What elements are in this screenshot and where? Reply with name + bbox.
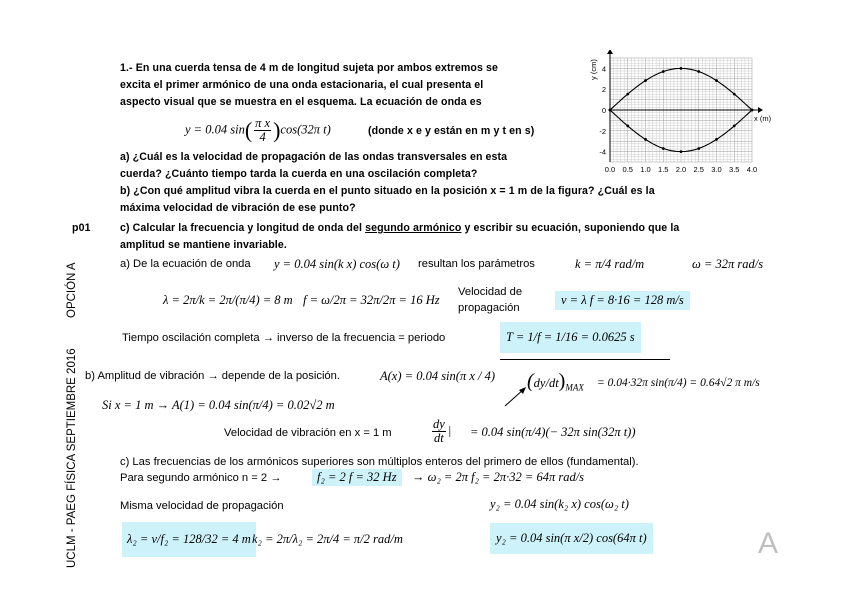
qc-text-a: c) Calcular la frecuencia y longitud de onda del [120,222,366,234]
sol-b-text: b) Amplitud de vibración → depende de la posición. [85,370,340,382]
data-point [644,138,647,141]
x-tick-label: 4.0 [746,165,758,174]
x-axis-arrow [758,107,763,113]
question-a-line-2: cuerda? ¿Cuánto tiempo tarda la cuerda en una oscilación completa? [120,168,478,180]
data-point [626,125,629,128]
x-tick-label: 1.0 [640,165,651,174]
question-b-line-2: máxima velocidad de vibración de ese punto? [120,202,356,214]
period-text: Tiempo oscilación completa → inverso de la frecuencia = periodo [122,332,446,344]
x-axis-label: x (m) [754,114,772,123]
x-tick-label: 2.5 [693,165,704,174]
k-value: k = π/4 rad/m [575,257,645,271]
footer-label: UCLM - PAEG FÍSICA SEPTIEMBRE 2016 [66,348,78,568]
sol-c-line-1: c) Las frecuencias de los armónicos superiores son múltiplos enteros del primero de ellos (fundamental). [120,456,639,468]
question-c-line-1 [120,222,679,234]
data-point [662,70,665,73]
f2-eq: f₂ = 2 f = 32 Hz [312,469,402,486]
question-a-line-1: a) ¿Cuál es la velocidad de propagación de las ondas transversales en esta [120,151,508,163]
problem-number: 1.- [120,62,133,74]
wave-eq-prefix: y = 0.04 sin [185,122,245,137]
qc-underlined: segundo armónico [365,222,462,234]
data-point [733,125,736,128]
standing-wave-chart [586,50,776,182]
sol-a-intro: a) De la ecuación de onda [120,258,251,270]
x-tick-label: 0.5 [622,165,633,174]
data-point [644,79,647,82]
same-velocity-text: Misma velocidad de propagación [120,500,284,512]
wave-eq-fraction [254,117,271,144]
statement-line-1: En una cuerda tensa de 4 m de longitud sujeta por ambos extremos se [135,62,498,74]
lambda-eq: λ = 2π/k = 2π/(π/4) = 8 m [163,293,293,307]
period-eq: T = 1/f = 1/16 = 0.0625 s [500,322,641,353]
omega2-eq: → ω₂ = 2π f₂ = 2π·32 = 64π rad/s [412,470,585,484]
velocity-label-2: propagación [458,302,520,314]
data-point [715,79,718,82]
data-point [609,109,612,112]
wave-equation: y = 0.04 sin( $\frac{\text{π x}}{4}$ )cos(32π t) [185,116,331,144]
divider-line [500,359,670,360]
x-tick-label: 3.5 [729,165,740,174]
max-velocity-block: $(dy/dt)_{MAX}$ [527,370,584,393]
question-c-line-2: amplitud se mantiene invariable. [120,239,287,251]
y-tick-label: 4 [601,64,606,74]
qc-text-b: y escribir su ecuación, suponiendo que la [461,222,680,234]
dydt-symbol: $\frac{dy}{dt}$ | [433,417,452,445]
velocity-label-1: Velocidad de [458,286,523,298]
y2-general-eq: y₂ = 0.04 sin(k₂ x) cos(ω₂ t) [490,497,629,511]
vib-velocity-eq: = 0.04 sin(π/4)(− 32π sin(32π t)) [470,425,636,439]
problem-code: p01 [72,222,91,234]
amplitude-eq: A(x) = 0.04 sin(π x / 4) [380,369,496,383]
y-tick-label: -2 [599,126,606,136]
data-point [751,109,754,112]
data-point [697,70,700,73]
data-point [715,138,718,141]
lambda2-eq: λ₂ = v/f₂ = 128/32 = 4 m [122,522,256,557]
corner-letter: A [758,527,779,560]
omega-value: ω = 32π rad/s [692,257,764,271]
sol-c-line-2: Para segundo armónico n = 2 → [120,472,282,484]
data-point [680,150,683,153]
frequency-eq: f = ω/2π = 32π/2π = 16 Hz [303,293,440,307]
max-subscript: MAX [565,382,584,393]
x-tick-label: 3.0 [711,165,722,174]
y-tick-label: -4 [599,147,606,157]
wave-eq-suffix: cos(32π t) [280,122,331,137]
statement-line-2: excita el primer armónico de una onda estacionaria, el cual presenta el [120,79,484,91]
sol-a-result: resultan los parámetros [418,258,535,270]
problem-line-1 [120,62,498,74]
y2-final-eq: y₂ = 0.04 sin(π x/2) cos(64π t) [490,523,653,554]
k2-eq: k₂ = 2π/λ₂ = 2π/4 = π/2 rad/m [252,532,403,546]
wave-eq-frac-num: π x [255,116,271,130]
units-note: (donde x e y están en m y t en s) [368,125,535,137]
x-tick-label: 0.0 [604,165,616,174]
x-tick-label: 1.5 [658,165,669,174]
chart-axes [607,50,763,162]
data-point [662,147,665,150]
option-label: OPCIÓN A [66,262,78,318]
wave-eq-frac-den: 4 [259,130,266,144]
data-point [697,147,700,150]
amplitude-x1: Si x = 1 m → A(1) = 0.04 sin(π/4) = 0.02√2 m [102,398,335,412]
y-axis-label: y (cm) [589,59,598,80]
data-point [680,67,683,70]
data-point [733,93,736,96]
data-point [626,93,629,96]
sol-a-eq: y = 0.04 sin(k x) cos(ω t) [274,257,400,271]
vib-velocity-label: Velocidad de vibración en x = 1 m [224,427,392,439]
velocity-eq: v = λ f = 8·16 = 128 m/s [555,291,690,310]
arrow-icon [502,385,530,409]
max-velocity-eq: = 0.04·32π sin(π/4) = 0.64√2 π m/s [597,377,760,389]
y-tick-label: 2 [601,85,606,95]
question-b-line-1: b) ¿Con qué amplitud vibra la cuerda en el punto situado en la posición x = 1 m de la figura? ¿Cuál es la [120,185,655,197]
y-axis-arrow [607,50,613,54]
x-tick-label: 2.0 [675,165,687,174]
y-tick-label: 0 [601,106,606,115]
statement-line-3: aspecto visual que se muestra en el esquema. La ecuación de onda es [120,96,482,108]
